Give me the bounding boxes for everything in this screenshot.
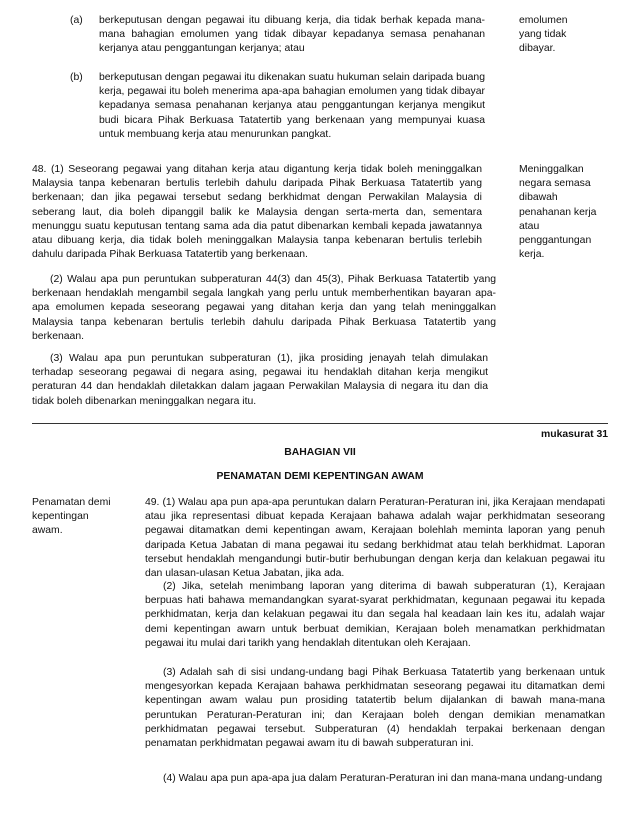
margin-note-emolumen: emolumen yang tidak dibayar. xyxy=(519,15,568,55)
part-title: BAHAGIAN VII xyxy=(284,447,356,458)
reg49-paragraph-1: 49. (1) Walau apa pun apa-apa peruntukan dalarn Peraturan-Peraturan ini, jika Kerajaan mendapati atau jika representasi dibuat kepada Kerajaan bahawa adalah wajar perkhidmatan seseorang pegawai ditamatkan demi kepentingan awam, Kerajaan bolehlah meminta laporan yang penuh daripada Ketua Jabatan di mana pegawai itu sedang berkhidmat atau telah berkhidmat. Laporan tersebut hendaklah mengandungi butir-butir berhubungan dengan kerja dan kelakuan pegawai itu dan ulasan-ulasan Ketua Jabatan, jika ada. xyxy=(145,497,605,580)
page-number: mukasurat 31 xyxy=(541,429,608,440)
reg48-paragraph-3: (3) Walau apa pun peruntukan subperaturan (1), jika prosiding jenayah telah dimulakan terhadap seseorang pegawai di negara asing, pegawai itu hendaklah ditahan kerja mengikut peraturan 44 dan hendaklah diletakkan dalam jagaan Perwakilan Malaysia di negara itu dan dia tidak boleh dibenarkan meninggalkan negara itu. xyxy=(32,353,488,407)
item-a-text: berkeputusan dengan pegawai itu dibuang kerja, dia tidak berhak kepada mana-mana bahagian emolumen yang tidak dibayar kepadanya semasa penahanan kerjanya atau penggantungan kerjanya; atau xyxy=(99,15,485,55)
part-subtitle: PENAMATAN DEMI KEPENTINGAN AWAM xyxy=(216,471,424,482)
reg49-paragraph-2: (2) Jika, setelah menimbang laporan yang diterima di bawah subperaturan (1), Kerajaan berpuas hati bahawa memandangkan syarat-syarat perkhidmatan, kegunaan pegawai itu kepada perkhidmatan, kerja dan kelakuan pegawai itu dan segala hal keadaan lain kes itu, adalah wajar demi kepentingan awarn untuk berbuat demikian, Kerajaan boleh menamatkan perkhidmatan pegawai itu mulai dari tarikh yang hendaklah ditentukan oleh Kerajaan. xyxy=(145,581,605,649)
reg48-paragraph-1: 48. (1) Seseorang pegawai yang ditahan kerja atau digantung kerja tidak boleh meninggalkan Malaysia tanpa kebenaran bertulis terlebih dahulu daripada Pihak Berkuasa Tatatertib yang berkenaan; dan jika pegawai tersebut sedang berkhidmat dengan Perwakilan Malaysia di seberang laut, dia boleh dipanggil balik ke Malaysia dengan serta-merta dan, sementara menunggu suatu keputusan tentang sama ada dia patut dibenarkan kembali kepada jawatannya atau dibuang kerja, dia tidak boleh meninggalkan Malaysia tanpa kebenaran bertulis terlebih dahulu daripada Pihak Berkuasa Tatatertib yang berkenaan. xyxy=(32,164,482,261)
item-b-text: berkeputusan dengan pegawai itu dikenakan suatu hukuman selain daripada buang kerja, pegawai itu boleh menerima apa-apa bahagian emolumen yang tidak dibayar kepadanya semasa penahanan kerjanya atau penggantungan kerjanya mengikut budi bicara Pihak Berkuasa Tatatertib yang berkenaan yang mempunyai kuasa untuk membuang kerja atau menurunkan pangkat. xyxy=(99,72,485,140)
item-b-label: (b) xyxy=(70,72,83,83)
reg49-paragraph-3: (3) Adalah sah di sisi undang-undang bagi Pihak Berkuasa Tatatertib yang berkenaan untuk mengesyorkan kepada Kerajaan bahawa perkhidmatan seseorang pegawai itu ditamatkan demi kepentingan awam walau pun prosiding tatatertib belum dijalankan di bawah mana-mana peruntukan Peraturan-Peraturan ini; dan Kerajaan boleh dengan demikian menamatkan perkhidmatan pegawai tersebut. Subperaturan (4) hendaklah terpakai berkenaan dengan penamatan perkhidmatan pegawai awam itu di bawah subperaturan ini. xyxy=(145,667,605,750)
reg49-margin-note: Penamatan demi kepentingan awam. xyxy=(32,497,111,537)
page-divider xyxy=(32,423,608,424)
item-a-label: (a) xyxy=(70,15,83,26)
reg49-paragraph-4: (4) Walau apa pun apa-apa jua dalam Peraturan-Peraturan ini dan mana-mana undang-undang xyxy=(163,773,603,784)
reg48-paragraph-2: (2) Walau apa pun peruntukan subperaturan 44(3) dan 45(3), Pihak Berkuasa Tatatertib yang berkenaan hendaklah mengambil segala langkah yang perlu untuk memberhentikan bayaran apa-apa emolumen kepada seseorang pegawai yang ditahan kerja dan yang telah meninggalkan Malaysia tanpa kebenaran bertulis terlebih dahulu daripada Pihak Berkuasa Tatatertib yang berkenaan. xyxy=(32,274,496,342)
reg48-margin-note: Meninggalkan negara semasa dibawah penahanan kerja atau penggantungan kerja. xyxy=(519,164,597,261)
